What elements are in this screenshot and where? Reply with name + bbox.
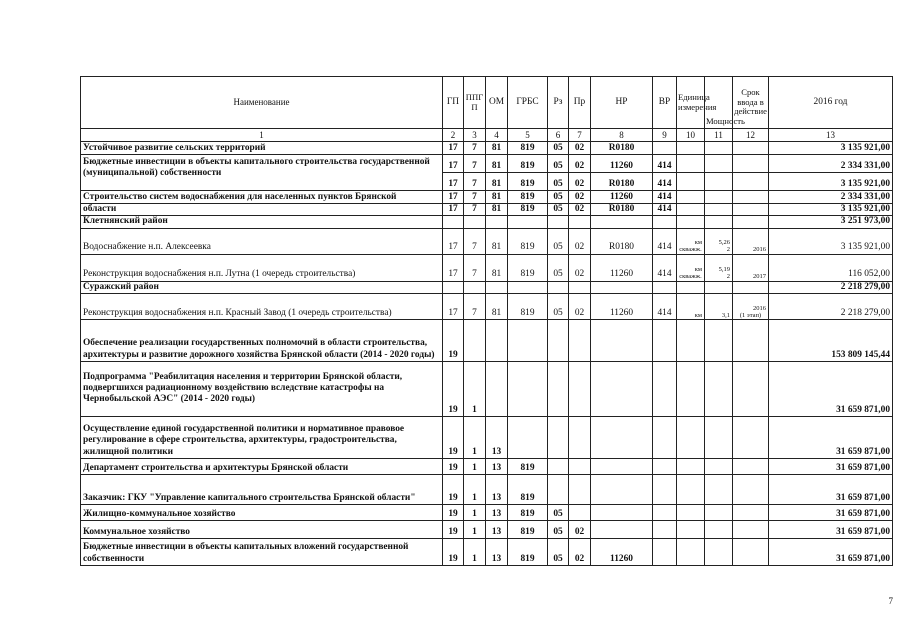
- header-rz: Рз: [548, 77, 569, 129]
- cell-unit: [677, 204, 705, 216]
- cell-om: 81: [486, 142, 508, 155]
- row-name: Коммунальное хозяйство: [81, 520, 443, 538]
- header-vr: ВР: [653, 77, 677, 129]
- cell-unit: [677, 538, 705, 565]
- cell-grbs: 819: [508, 474, 548, 504]
- cell-term: [733, 293, 769, 319]
- cell-vr: 414: [653, 254, 677, 281]
- cell-vr: [653, 281, 677, 293]
- header-gp: ГП: [443, 77, 464, 129]
- capacity-top: 5,26: [718, 239, 730, 247]
- cell-term: 2017: [733, 254, 769, 281]
- cell-ppgp: 1: [464, 538, 486, 565]
- cell-amount: 3 135 921,00: [769, 204, 893, 216]
- cell-unit: [677, 361, 705, 416]
- cell-om: 81: [486, 173, 508, 191]
- row-name: Департамент строительства и архитектуры Брянской области: [81, 458, 443, 474]
- cell-nr: 11260: [591, 155, 653, 173]
- cell-pr: 02: [569, 204, 591, 216]
- cell-nr: [591, 520, 653, 538]
- table-row: [81, 204, 893, 216]
- cell-rz: 05: [548, 228, 569, 254]
- cell-grbs: [508, 319, 548, 361]
- page-number: 7: [888, 596, 893, 606]
- cell-unit: [677, 216, 705, 228]
- cell-rz: 05: [548, 155, 569, 173]
- cell-rz: 05: [548, 520, 569, 538]
- cell-capacity: [705, 173, 733, 191]
- row-name: области: [81, 204, 443, 216]
- row-name: Подпрограмма "Реабилитация населения и территории Брянской области, подвергшихся радиационному воздействию вследствие катастрофы на Чернобыльской АЭС" (2014 - 2020 годы): [81, 361, 443, 416]
- cell-grbs: 819: [508, 538, 548, 565]
- row-name: Обеспечение реализации государственных полномочий в области строительства, архитектуры и развитие дорожного хозяйства Брянской области (2014 - 2020 годы): [81, 319, 443, 361]
- header-om: ОМ: [486, 77, 508, 129]
- table-row: [81, 281, 893, 293]
- cell-gp: 17: [443, 173, 464, 191]
- capacity-bottom: 2: [726, 273, 730, 281]
- cell-capacity: [705, 474, 733, 504]
- table-row: [81, 361, 893, 416]
- cell-ppgp: [464, 281, 486, 293]
- cell-unit: [677, 416, 705, 458]
- cell-amount: 31 659 871,00: [769, 520, 893, 538]
- cell-pr: 02: [569, 228, 591, 254]
- cell-nr: [591, 474, 653, 504]
- cell-pr: [569, 319, 591, 361]
- cell-amount: 2 218 279,00: [769, 293, 893, 319]
- cell-rz: 05: [548, 293, 569, 319]
- cell-ppgp: 1: [464, 474, 486, 504]
- table-row: [81, 216, 893, 228]
- cell-amount: 31 659 871,00: [769, 458, 893, 474]
- header-year: 2016 год: [769, 77, 893, 129]
- cell-amount: 2 218 279,00: [769, 281, 893, 293]
- column-number: 6: [548, 129, 569, 142]
- cell-ppgp: 7: [464, 173, 486, 191]
- column-number: 8: [591, 129, 653, 142]
- cell-rz: 05: [548, 504, 569, 520]
- cell-ppgp: 7: [464, 254, 486, 281]
- cell-vr: 414: [653, 228, 677, 254]
- cell-vr: 414: [653, 191, 677, 204]
- cell-grbs: [508, 361, 548, 416]
- cell-rz: 05: [548, 254, 569, 281]
- term-bottom: (1 этап): [739, 311, 762, 319]
- cell-vr: [653, 458, 677, 474]
- cell-grbs: 819: [508, 155, 548, 173]
- table-row: [81, 458, 893, 474]
- cell-term: [733, 173, 769, 191]
- cell-rz: 05: [548, 142, 569, 155]
- cell-unit: км: [677, 293, 705, 319]
- cell-capacity: [705, 538, 733, 565]
- cell-rz: [548, 458, 569, 474]
- cell-om: 81: [486, 155, 508, 173]
- cell-nr: [591, 416, 653, 458]
- cell-gp: 17: [443, 293, 464, 319]
- cell-unit: [677, 142, 705, 155]
- cell-om: 13: [486, 520, 508, 538]
- cell-vr: [653, 361, 677, 416]
- cell-nr: 11260: [591, 254, 653, 281]
- row-name: Бюджетные инвестиции в объекты капитальных вложений государственной собственности: [81, 538, 443, 565]
- header-ppgp: ППГП: [464, 77, 486, 129]
- cell-vr: [653, 520, 677, 538]
- cell-rz: [548, 361, 569, 416]
- table-row: [81, 228, 893, 254]
- unit-top: км: [694, 266, 702, 274]
- cell-ppgp: 1: [464, 504, 486, 520]
- cell-capacity: [705, 191, 733, 204]
- cell-term: [733, 416, 769, 458]
- cell-unit: [677, 504, 705, 520]
- cell-amount: 153 809 145,44: [769, 319, 893, 361]
- cell-grbs: 819: [508, 458, 548, 474]
- cell-term: [733, 155, 769, 173]
- cell-vr: [653, 538, 677, 565]
- cell-ppgp: 1: [464, 458, 486, 474]
- cell-ppgp: 7: [464, 191, 486, 204]
- column-number: 12: [733, 129, 769, 142]
- cell-vr: [653, 416, 677, 458]
- cell-term: [733, 142, 769, 155]
- cell-gp: 17: [443, 155, 464, 173]
- cell-pr: [569, 281, 591, 293]
- row-name: Строительство систем водоснабжения для населенных пунктов Брянской: [81, 191, 443, 204]
- cell-gp: 19: [443, 504, 464, 520]
- cell-om: [486, 216, 508, 228]
- cell-om: [486, 281, 508, 293]
- cell-capacity: [705, 520, 733, 538]
- cell-term: [733, 204, 769, 216]
- table-row: [81, 538, 893, 565]
- cell-vr: [653, 474, 677, 504]
- cell-capacity: [705, 319, 733, 361]
- cell-rz: [548, 416, 569, 458]
- cell-om: [486, 319, 508, 361]
- cell-ppgp: [464, 319, 486, 361]
- cell-ppgp: 7: [464, 228, 486, 254]
- header-pr: Пр: [569, 77, 591, 129]
- cell-rz: 05: [548, 191, 569, 204]
- cell-grbs: 819: [508, 191, 548, 204]
- cell-om: 81: [486, 254, 508, 281]
- cell-nr: [591, 281, 653, 293]
- cell-om: 13: [486, 416, 508, 458]
- cell-ppgp: 7: [464, 155, 486, 173]
- cell-unit: [677, 319, 705, 361]
- cell-nr: [591, 319, 653, 361]
- cell-om: 13: [486, 538, 508, 565]
- cell-grbs: 819: [508, 520, 548, 538]
- cell-nr: [591, 458, 653, 474]
- cell-capacity: [705, 155, 733, 173]
- column-number: 10: [677, 129, 705, 142]
- row-name: Жилищно-коммунальное хозяйство: [81, 504, 443, 520]
- table-row: [81, 191, 893, 204]
- table-row: [81, 155, 893, 173]
- header-name: Наименование: [81, 77, 443, 129]
- column-number: 1: [81, 129, 443, 142]
- cell-vr: 414: [653, 293, 677, 319]
- cell-nr: R0180: [591, 173, 653, 191]
- cell-capacity: [705, 504, 733, 520]
- cell-nr: 11260: [591, 191, 653, 204]
- cell-gp: 17: [443, 191, 464, 204]
- cell-gp: [443, 281, 464, 293]
- header-capacity: Мощность: [705, 77, 733, 129]
- cell-om: [486, 361, 508, 416]
- cell-capacity: 3,1: [705, 293, 733, 319]
- cell-unit: [677, 228, 705, 254]
- cell-term: [733, 216, 769, 228]
- unit-bottom: скважж.: [679, 273, 702, 281]
- cell-amount: 31 659 871,00: [769, 504, 893, 520]
- table-row: [81, 504, 893, 520]
- cell-capacity: [705, 142, 733, 155]
- cell-amount: 31 659 871,00: [769, 416, 893, 458]
- row-name: Водоснабжение н.п. Алексеевка: [81, 228, 443, 254]
- table-row: [81, 319, 893, 361]
- cell-grbs: 819: [508, 504, 548, 520]
- cell-nr: [591, 216, 653, 228]
- column-number: 3: [464, 129, 486, 142]
- cell-gp: 19: [443, 416, 464, 458]
- cell-unit: [677, 254, 705, 281]
- cell-term: [733, 504, 769, 520]
- cell-pr: [569, 474, 591, 504]
- cell-pr: 02: [569, 293, 591, 319]
- unit-top: км: [694, 239, 702, 247]
- column-number: 13: [769, 129, 893, 142]
- row-name: Осуществление единой государственной политики и нормативное правовое регулирование в сфере строительства, архитектуры, градостроительства, жилищной политики: [81, 416, 443, 458]
- cell-ppgp: [464, 216, 486, 228]
- cell-unit: [677, 173, 705, 191]
- cell-om: 81: [486, 204, 508, 216]
- cell-vr: [653, 319, 677, 361]
- table-row: [81, 293, 893, 319]
- cell-om: 13: [486, 458, 508, 474]
- cell-capacity: [705, 416, 733, 458]
- cell-grbs: 819: [508, 173, 548, 191]
- table-row: [81, 416, 893, 458]
- cell-gp: 17: [443, 204, 464, 216]
- header-unit: Единица измерения: [677, 77, 705, 129]
- cell-grbs: 819: [508, 254, 548, 281]
- cell-ppgp: 1: [464, 520, 486, 538]
- cell-unit: [677, 458, 705, 474]
- cell-pr: 02: [569, 155, 591, 173]
- cell-term: [733, 458, 769, 474]
- row-name: Реконструкция водоснабжения н.п. Лутна (1 очередь строительства): [81, 254, 443, 281]
- column-number: 9: [653, 129, 677, 142]
- cell-rz: [548, 474, 569, 504]
- cell-capacity: [705, 216, 733, 228]
- cell-unit: [677, 520, 705, 538]
- cell-gp: 17: [443, 142, 464, 155]
- cell-vr: [653, 504, 677, 520]
- cell-grbs: 819: [508, 228, 548, 254]
- cell-om: 81: [486, 191, 508, 204]
- cell-om: 81: [486, 228, 508, 254]
- cell-pr: [569, 361, 591, 416]
- cell-gp: 19: [443, 538, 464, 565]
- cell-ppgp: 7: [464, 204, 486, 216]
- cell-unit: [677, 474, 705, 504]
- cell-pr: 02: [569, 538, 591, 565]
- cell-capacity: [705, 254, 733, 281]
- cell-nr: 11260: [591, 293, 653, 319]
- cell-amount: 116 052,00: [769, 254, 893, 281]
- capacity-top: 5,19: [718, 266, 730, 274]
- cell-capacity: [705, 228, 733, 254]
- cell-term: 2016: [733, 228, 769, 254]
- cell-pr: [569, 504, 591, 520]
- cell-amount: 3 251 973,00: [769, 216, 893, 228]
- row-name: Заказчик: ГКУ "Управление капитального строительства Брянской области": [81, 474, 443, 504]
- cell-pr: 02: [569, 142, 591, 155]
- cell-amount: 3 135 921,00: [769, 142, 893, 155]
- row-name: Реконструкция водоснабжения н.п. Красный Завод (1 очередь строительства): [81, 293, 443, 319]
- cell-capacity: [705, 361, 733, 416]
- cell-nr: R0180: [591, 142, 653, 155]
- cell-capacity: [705, 281, 733, 293]
- table-row: [81, 254, 893, 281]
- cell-ppgp: 7: [464, 293, 486, 319]
- table-row: [81, 474, 893, 504]
- cell-amount: 2 334 331,00: [769, 155, 893, 173]
- cell-rz: 05: [548, 538, 569, 565]
- row-name: Клетнянский район: [81, 216, 443, 228]
- cell-gp: 17: [443, 254, 464, 281]
- cell-rz: 05: [548, 173, 569, 191]
- cell-term: [733, 281, 769, 293]
- cell-capacity: [705, 204, 733, 216]
- cell-gp: 17: [443, 228, 464, 254]
- cell-pr: 02: [569, 520, 591, 538]
- cell-gp: 19: [443, 319, 464, 361]
- cell-amount: 3 135 921,00: [769, 173, 893, 191]
- cell-nr: R0180: [591, 204, 653, 216]
- column-number: 4: [486, 129, 508, 142]
- term-top: 2016: [753, 304, 766, 312]
- cell-amount: 31 659 871,00: [769, 474, 893, 504]
- cell-vr: [653, 142, 677, 155]
- cell-ppgp: 1: [464, 416, 486, 458]
- cell-amount: 3 135 921,00: [769, 228, 893, 254]
- cell-unit: [677, 155, 705, 173]
- column-number: 5: [508, 129, 548, 142]
- cell-nr: [591, 361, 653, 416]
- cell-gp: 19: [443, 361, 464, 416]
- cell-om: 13: [486, 474, 508, 504]
- cell-grbs: [508, 416, 548, 458]
- row-name: Суражский район: [81, 281, 443, 293]
- table-header: [81, 77, 893, 129]
- column-number: 2: [443, 129, 464, 142]
- column-number: 11: [705, 129, 733, 142]
- cell-nr: 11260: [591, 538, 653, 565]
- cell-gp: 19: [443, 474, 464, 504]
- column-number-row: [81, 129, 893, 142]
- row-name: Устойчивое развитие сельских территорий: [81, 142, 443, 155]
- cell-rz: [548, 281, 569, 293]
- row-name: Бюджетные инвестиции в объекты капитального строительства государственной (муниципальной) собственности: [81, 155, 443, 191]
- cell-amount: 31 659 871,00: [769, 538, 893, 565]
- table-row: [81, 520, 893, 538]
- cell-term: [733, 191, 769, 204]
- cell-nr: R0180: [591, 228, 653, 254]
- cell-pr: [569, 416, 591, 458]
- cell-rz: 05: [548, 204, 569, 216]
- cell-pr: 02: [569, 254, 591, 281]
- cell-vr: 414: [653, 204, 677, 216]
- table-row: [81, 142, 893, 155]
- cell-rz: [548, 319, 569, 361]
- cell-grbs: 819: [508, 142, 548, 155]
- cell-amount: 2 334 331,00: [769, 191, 893, 204]
- cell-vr: 414: [653, 173, 677, 191]
- cell-pr: [569, 458, 591, 474]
- cell-om: 81: [486, 293, 508, 319]
- cell-nr: [591, 504, 653, 520]
- cell-pr: [569, 216, 591, 228]
- cell-ppgp: 7: [464, 142, 486, 155]
- cell-pr: 02: [569, 173, 591, 191]
- cell-gp: 19: [443, 520, 464, 538]
- cell-grbs: [508, 216, 548, 228]
- cell-om: 13: [486, 504, 508, 520]
- cell-term: [733, 361, 769, 416]
- capacity-bottom: 2: [726, 246, 730, 254]
- cell-capacity: [705, 458, 733, 474]
- header-grbs: ГРБС: [508, 77, 548, 129]
- cell-vr: 414: [653, 155, 677, 173]
- cell-grbs: [508, 281, 548, 293]
- cell-gp: 19: [443, 458, 464, 474]
- cell-vr: [653, 216, 677, 228]
- cell-rz: [548, 216, 569, 228]
- cell-term: [733, 538, 769, 565]
- header-nr: НР: [591, 77, 653, 129]
- cell-ppgp: 1: [464, 361, 486, 416]
- cell-term: [733, 520, 769, 538]
- budget-table: [80, 76, 893, 566]
- unit-bottom: скважж.: [679, 246, 702, 254]
- cell-pr: 02: [569, 191, 591, 204]
- cell-amount: 31 659 871,00: [769, 361, 893, 416]
- cell-unit: [677, 281, 705, 293]
- cell-grbs: 819: [508, 293, 548, 319]
- cell-term: [733, 474, 769, 504]
- cell-unit: [677, 191, 705, 204]
- cell-gp: [443, 216, 464, 228]
- cell-grbs: 819: [508, 204, 548, 216]
- cell-term: [733, 319, 769, 361]
- header-term: Срок ввода в действие: [733, 77, 769, 129]
- column-number: 7: [569, 129, 591, 142]
